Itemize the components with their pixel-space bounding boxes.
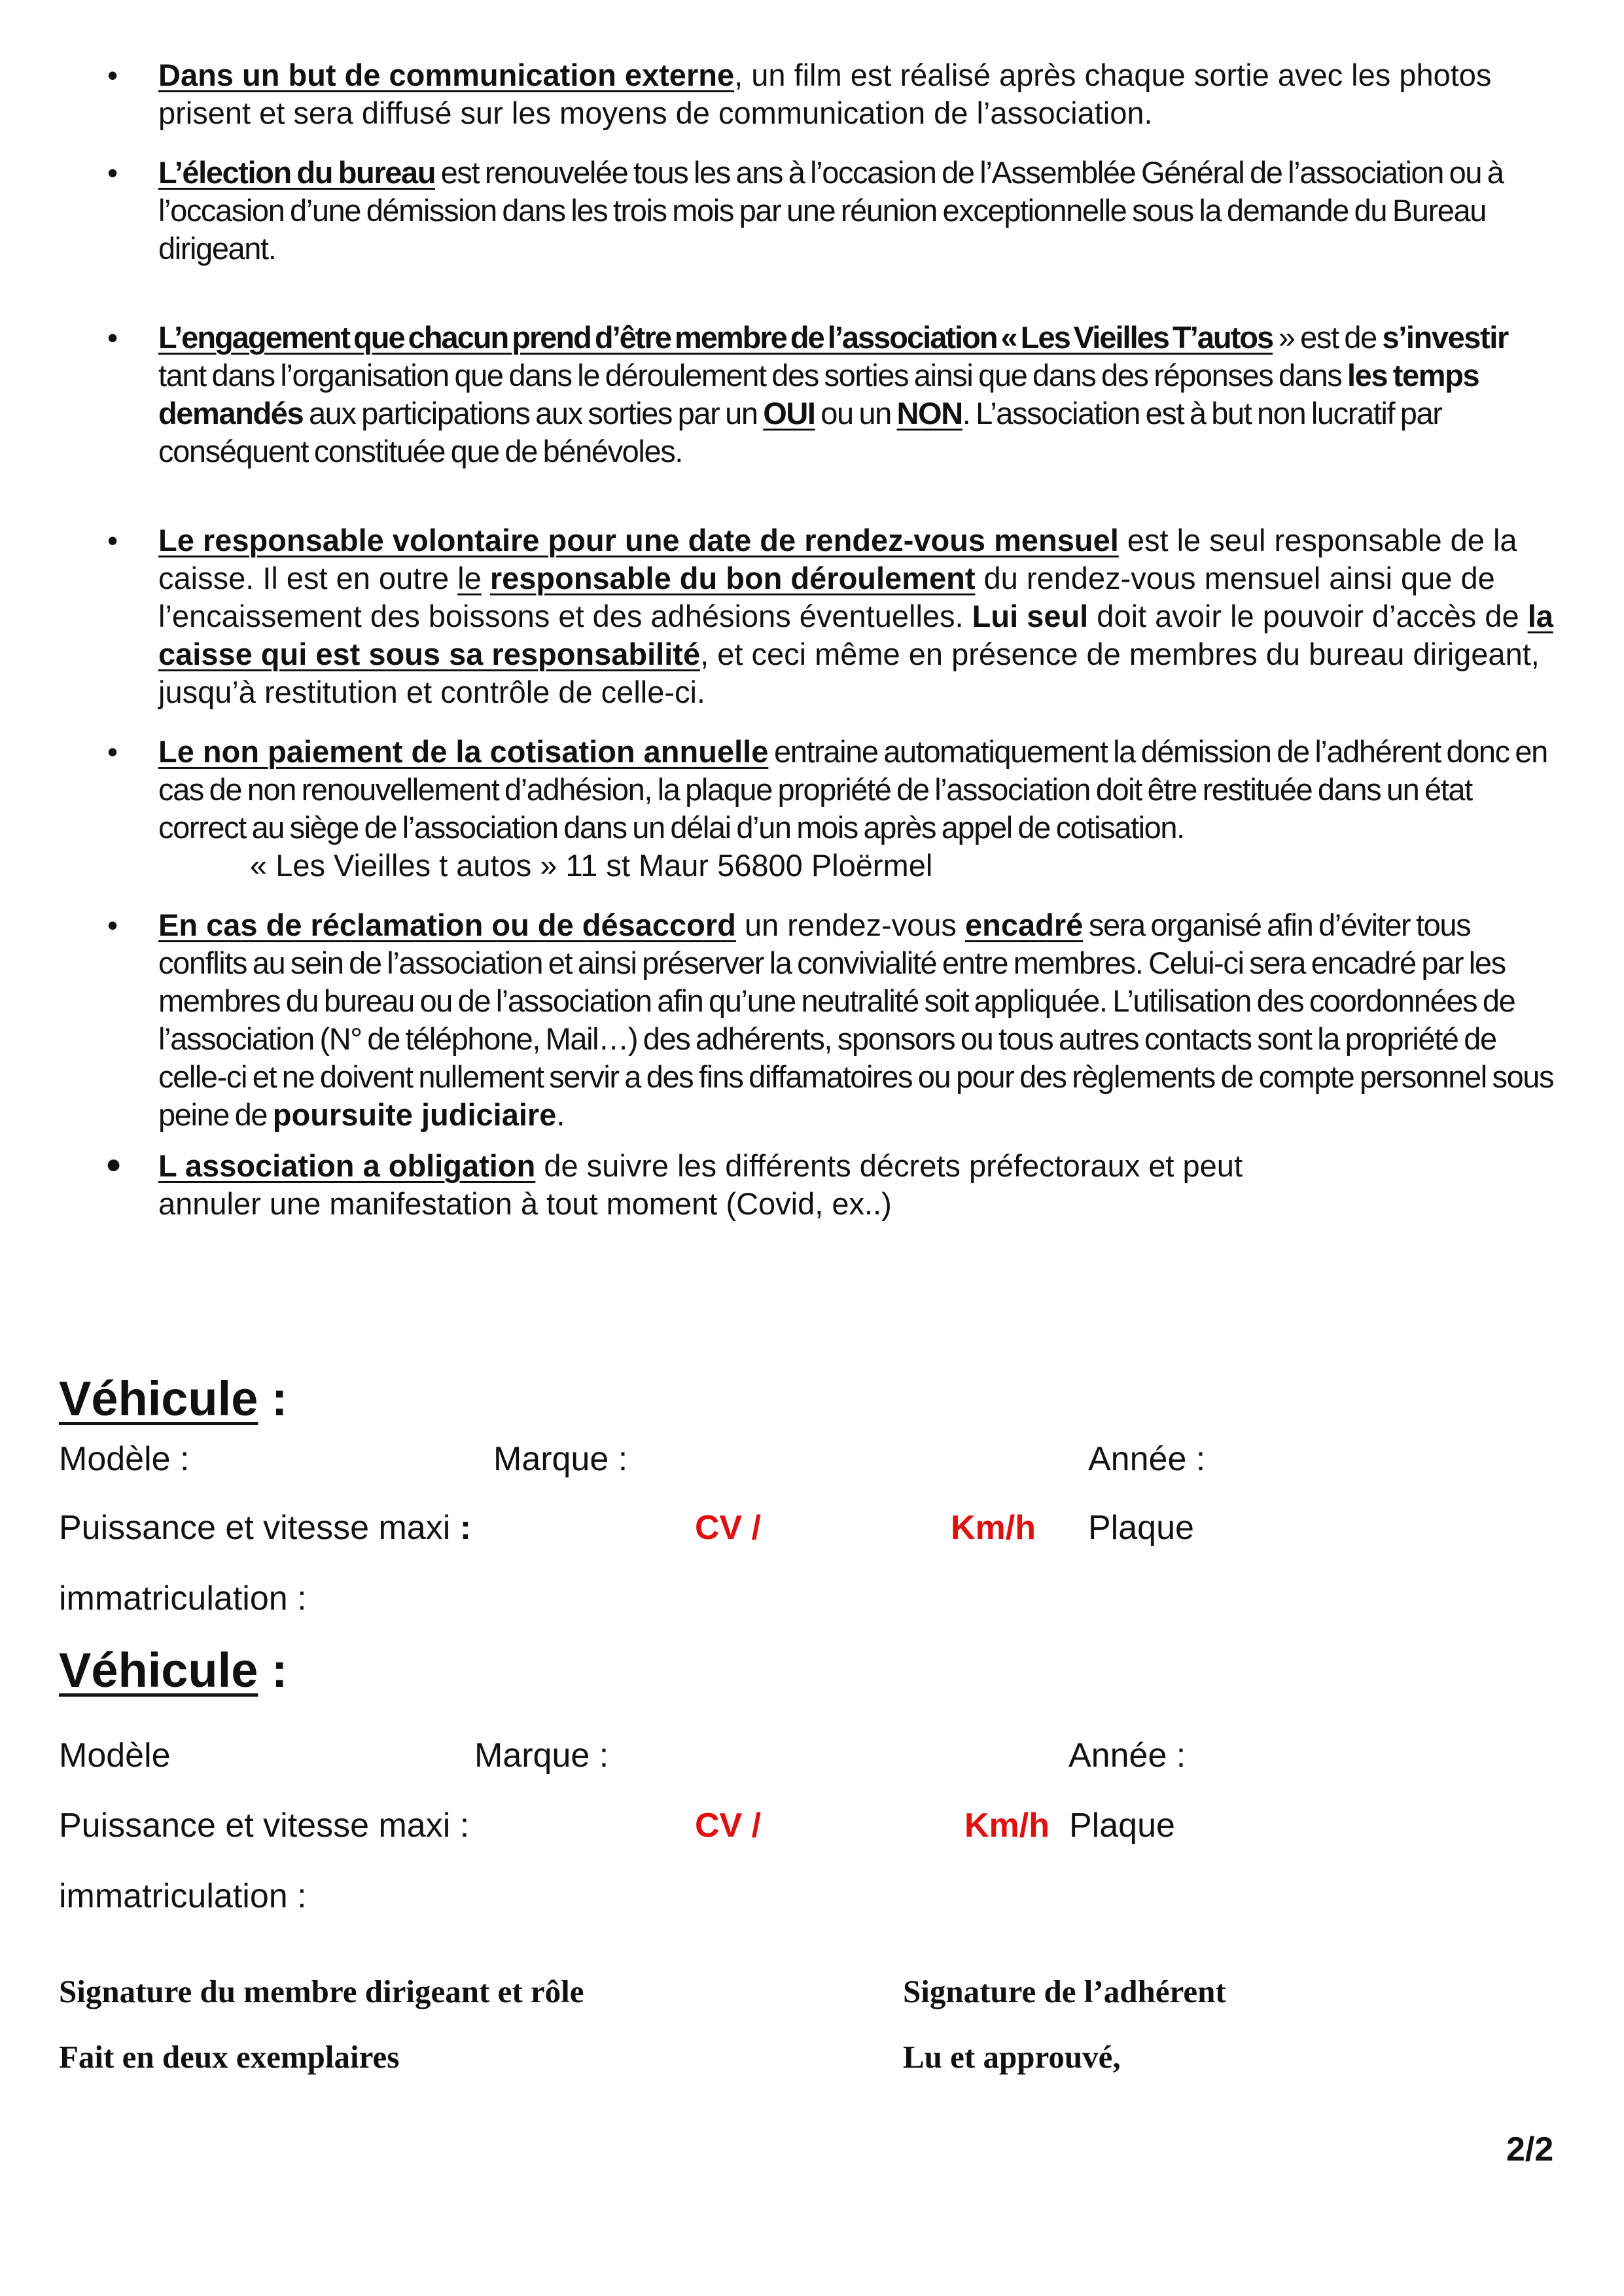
bullet-icon: • [107, 523, 118, 557]
vehicle-1-cv-unit: CV / [695, 1509, 762, 1547]
signature-adherent-label: Signature de l’adhérent [903, 1973, 1226, 2009]
vehicle-2-annee-label: Année : [1068, 1737, 1186, 1775]
vehicle-1-kmh-unit: Km/h [951, 1509, 1036, 1547]
rule-engagement: • L’engagement que chacun prend d’être membre de l’association « Les Vieilles T’autos » est de s’investir tant dans l’organisation que dans le déroulement des sorties ainsi que dans des réponses dans les temps demandés aux participations aux sorties par un OUI ou un NON. L’association est à but non lucratif par conséquent constituée que de bénévoles. [107, 320, 1508, 468]
vehicle-1-annee-label: Année : [1088, 1440, 1206, 1478]
vehicle-2-puissance-label: Puissance et vitesse maxi : [59, 1807, 470, 1845]
vehicle-2-modele-label: Modèle [59, 1737, 171, 1775]
rule-heading: L’engagement que chacun prend d’être membre de l’association « Les Vieilles T’autos [158, 320, 1273, 355]
vehicle-1-plaque-label: Plaque [1088, 1509, 1194, 1547]
signature-dirigeant-label: Signature du membre dirigeant et rôle [59, 1973, 584, 2009]
bullet-icon: • [107, 58, 118, 92]
vehicle-2-immat-label: immatriculation : [59, 1877, 307, 1915]
rule-heading: En cas de réclamation ou de désaccord [158, 908, 736, 942]
vehicle-1-marque-label: Marque : [493, 1440, 628, 1478]
rule-heading: L association a obligation [158, 1148, 536, 1183]
vehicle-2-heading: Véhicule : [59, 1643, 288, 1697]
rule-communication: • Dans un but de communication externe, un film est réalisé après chaque sortie avec les photos prisent et sera diffusé sur les moyens de communication de l’association. [107, 58, 1492, 130]
bullet-icon: • [107, 321, 117, 355]
vehicle-2-marque-label: Marque : [474, 1737, 609, 1775]
rule-heading: L’élection du bureau [158, 155, 436, 190]
rule-cotisation: • Le non paiement de la cotisation annuelle entraine automatiquement la démission de l’adhérent donc en cas de non renouvellement d’adhésion, la plaque propriété de l’association doit être restituée dans un état correct au siège de l’association dans un délai d’un mois après appel de cotisation. « Les Vieilles t autos » 11 st Maur 56800 Ploërmel [105, 733, 1557, 885]
association-address: « Les Vieilles t autos » 11 st Maur 56800 Ploërmel [250, 848, 933, 883]
rule-heading: Le responsable volontaire pour une date de rendez-vous mensuel [158, 523, 1119, 557]
copies-note: Fait en deux exemplaires [59, 2039, 400, 2075]
vehicle-1-modele-label: Modèle : [59, 1440, 190, 1478]
vehicle-2-kmh-unit: Km/h [964, 1807, 1050, 1845]
vehicle-1-puissance-label: Puissance et vitesse maxi : [59, 1509, 472, 1547]
rule-reclamation: • En cas de réclamation ou de désaccord un rendez-vous encadré sera organisé afin d’éviter tous conflits au sein de l’association et ainsi préserver la convivialité entre membres. Celui-ci sera encadré par les membres du bureau ou de l’association afin qu’une neutralité soit appliquée. L’utilisation des coordonnées de l’association (N° de téléphone, Mail…) des adhérents, sponsors ou tous autres contacts sont la propriété de celle-ci et ne doivent nullement servir a des fins diffamatoires ou pour des règlements de compte personnel sous peine de poursuite judiciaire. [107, 908, 1554, 1132]
rule-obligation: • L association a obligation de suivre les différents décrets préfectoraux et peut annuler une manifestation à tout moment (Covid, ex..) [106, 1140, 1243, 1221]
rule-heading: Dans un but de communication externe [158, 58, 735, 92]
vehicle-2-cv-unit: CV / [695, 1807, 762, 1845]
page-number: 2/2 [1506, 2130, 1554, 2168]
bullet-icon: • [107, 156, 117, 190]
rules-list [105, 56, 1557, 1223]
rule-responsable: • Le responsable volontaire pour une date de rendez-vous mensuel est le seul responsable de la caisse. Il est en outre le responsable du bon déroulement du rendez-vous mensuel ainsi que de l’encaissement des boissons et des adhésions éventuelles. Lui seul doit avoir le pouvoir d’accès de la caisse qui est sous sa responsabilité, et ceci même en présence de membres du bureau dirigeant, jusqu’à restitution et contrôle de celle-ci. [107, 523, 1553, 709]
vehicle-1-heading: Véhicule : [59, 1371, 288, 1426]
vehicle-1-immat-label: immatriculation : [59, 1580, 307, 1617]
read-approved-note: Lu et approuvé, [903, 2039, 1121, 2075]
bullet-icon: • [107, 735, 118, 769]
rule-bureau-election: • L’élection du bureau est renouvelée tous les ans à l’occasion de l’Assemblée Général de l’association ou à l’occasion d’une démission dans les trois mois par une réunion exceptionnelle sous la demande du Bureau dirigeant. [107, 155, 1504, 266]
bullet-icon: • [106, 1140, 122, 1189]
rule-heading: Le non paiement de la cotisation annuelle [158, 734, 769, 769]
bullet-icon: • [107, 908, 118, 942]
vehicle-2-plaque-label: Plaque [1069, 1807, 1175, 1845]
